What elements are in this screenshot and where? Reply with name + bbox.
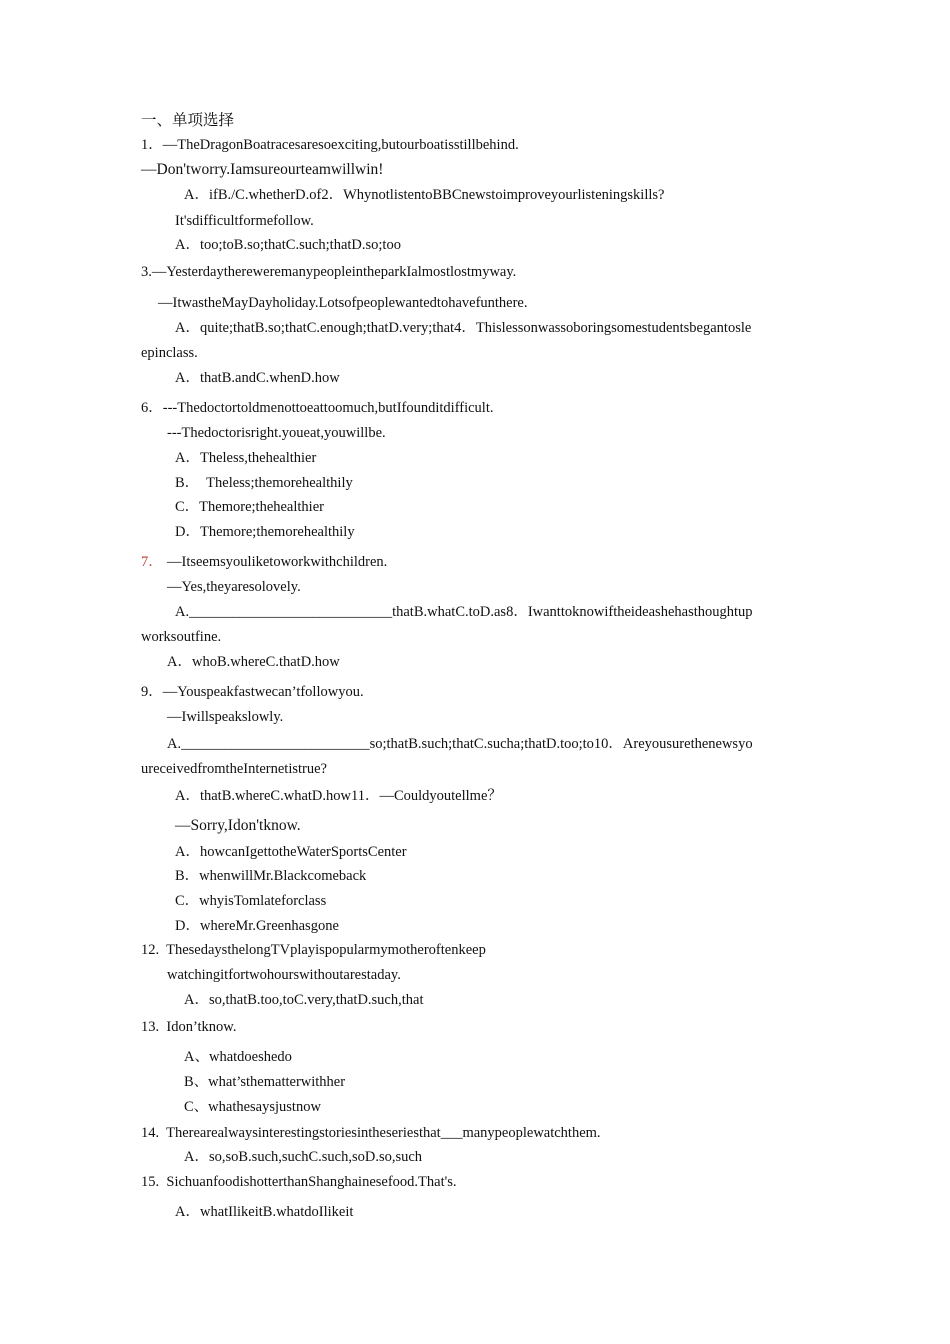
options-14: A．so,soB.such,suchC.such,soD.so,such [184, 1149, 423, 1165]
answer-line: —ItwastheMayDayholiday.Lotsofpeoplewantedtohavefunthere. [158, 295, 528, 311]
question-13: 13. Idon’tknow. [141, 1019, 237, 1035]
question-3: 3.—YesterdaythereweremanypeopleintheparkIalmostlostmyway. [141, 264, 517, 280]
section-title: 一、单项选择 [141, 112, 235, 129]
option-11b: B．whenwillMr.Blackcomeback [175, 868, 367, 884]
question-12: 12. ThesedaysthelongTVplayispopularmymotheroftenkeep [141, 942, 486, 958]
question-15: 15. SichuanfoodishotterthanShanghainesefood.That's. [141, 1174, 457, 1190]
option-6a: A．Theless,thehealthier [175, 450, 317, 466]
question-14: 14. Therearealwaysinterestingstoriesintheseriesthat___manypeoplewatchthem. [141, 1125, 601, 1141]
option-13a: A、whatdoeshedo [184, 1049, 292, 1065]
question-7-number: 7． [141, 554, 163, 570]
option-13b: B、what’sthematterwithher [184, 1074, 346, 1090]
answer-line: —Iwillspeakslowly. [167, 709, 284, 725]
options-15: A．whatIlikeitB.whatdoIlikeit [175, 1204, 354, 1220]
question-10-continued: ureceivedfromtheInternetistrue? [141, 761, 327, 777]
question-4-continued: epinclass. [141, 345, 198, 361]
option-11d: D．whereMr.Greenhasgone [175, 918, 339, 934]
option-13c: C、whathesaysjustnow [184, 1099, 321, 1115]
question-12-line: watchingitfortwohourswithoutarestaday. [167, 967, 401, 983]
option-6b: B． Theless;themorehealthily [175, 475, 353, 491]
options-7-question-8: A.____________________________thatB.whatC.toD.as8．Iwanttoknowiftheideashehasthoughtup [175, 604, 753, 620]
options-1-question-2: A．ifB./C.whetherD.of2．WhynotlistentoBBCnewstoimproveyourlisteningskills? [184, 187, 665, 203]
question-9: 9．—Youspeakfastwecan’tfollowyou. [141, 684, 364, 700]
option-6c: C．Themore;thehealthier [175, 499, 324, 515]
options-12: A．so,thatB.too,toC.very,thatD.such,that [184, 992, 424, 1008]
option-11c: C．whyisTomlateforclass [175, 893, 327, 909]
question-1: 1．—TheDragonBoatracesaresoexciting,butourboatisstillbehind. [141, 137, 519, 153]
question-8-continued: worksoutfine. [141, 629, 222, 645]
answer-line: —Yes,theyaresolovely. [167, 579, 301, 595]
options-10-question-11: A．thatB.whereC.whatD.how11．—Couldyoutellme？ [175, 788, 502, 804]
answer-line: —Don'tworry.Iamsureourteamwillwin! [141, 161, 384, 178]
answer-line: —Sorry,Idon'tknow. [175, 817, 301, 834]
question-2-line: It'sdifficultformefollow. [175, 213, 314, 229]
options-4: A．thatB.andC.whenD.how [175, 370, 340, 386]
options-8: A．whoB.whereC.thatD.how [167, 654, 340, 670]
option-6d: D．Themore;themorehealthily [175, 524, 355, 540]
options-9-question-10: A.__________________________so;thatB.such;thatC.sucha;thatD.too;to10．Areyousurethenewsyo [167, 736, 753, 752]
option-11a: A．howcanIgettotheWaterSportsCenter [175, 844, 407, 860]
options-3-question-4: A．quite;thatB.so;thatC.enough;thatD.very;that4．Thislessonwassoboringsomestudentsbegantosle [175, 320, 752, 336]
options-2: A．too;toB.so;thatC.such;thatD.so;too [175, 237, 401, 253]
question-7: —Itseemsyouliketoworkwithchildren. [167, 554, 388, 570]
question-6-line: ---Thedoctorisright.youeat,youwillbe. [167, 425, 386, 441]
question-6: 6．---Thedoctortoldmenottoeattoomuch,butIfounditdifficult. [141, 400, 494, 416]
